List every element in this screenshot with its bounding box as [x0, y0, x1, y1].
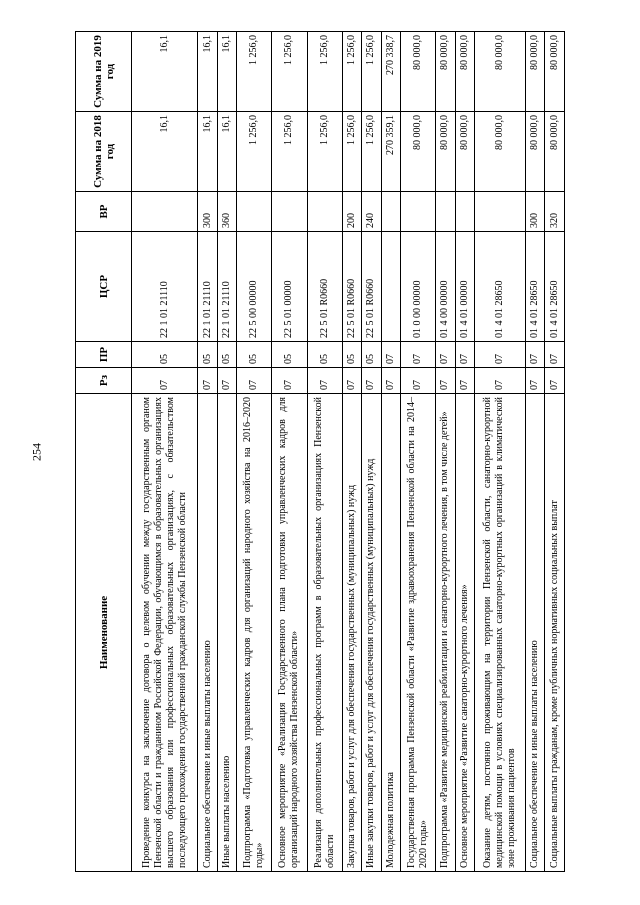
cell-sum-2019: 80 000,0	[525, 32, 545, 112]
cell-csr: 22 1 01 21110	[198, 232, 218, 342]
cell-pr: 05	[272, 342, 307, 368]
table-row	[217, 32, 237, 872]
cell-rz: 07	[545, 368, 565, 394]
cell-sum-2019: 16,1	[132, 32, 198, 112]
table-row	[455, 32, 475, 872]
table-row	[132, 32, 198, 872]
cell-sum-2019: 1 256,0	[342, 32, 362, 112]
table-row	[237, 32, 272, 872]
cell-vr	[307, 192, 342, 232]
cell-sum-2018: 80 000,0	[455, 112, 475, 192]
cell-vr	[381, 192, 401, 232]
cell-csr: 01 4 00 00000	[436, 232, 456, 342]
cell-name: Основное мероприятие «Развитие санаторно-курортного лечения»	[455, 394, 475, 872]
cell-sum-2018: 1 256,0	[362, 112, 382, 192]
cell-pr: 05	[307, 342, 342, 368]
cell-name: Государственная программа Пензенской области «Развитие здравоохранения Пензенской области на 2014–2020 годы»	[401, 394, 436, 872]
column-header-sum-2019: Сумма на 2019 год	[76, 32, 132, 112]
cell-name: Реализация дополнительных профессиональных программ в образовательных организациях Пензенской области	[307, 394, 342, 872]
table-row	[342, 32, 362, 872]
column-header-csr: ЦСР	[76, 232, 132, 342]
cell-sum-2019: 1 256,0	[362, 32, 382, 112]
cell-pr: 05	[198, 342, 218, 368]
cell-rz: 07	[455, 368, 475, 394]
cell-sum-2018: 80 000,0	[475, 112, 526, 192]
cell-sum-2018: 16,1	[132, 112, 198, 192]
cell-sum-2019: 80 000,0	[475, 32, 526, 112]
table-row	[198, 32, 218, 872]
cell-pr: 05	[342, 342, 362, 368]
cell-csr: 22 1 01 21110	[132, 232, 198, 342]
cell-sum-2018: 80 000,0	[545, 112, 565, 192]
cell-csr: 22 5 01 R0660	[362, 232, 382, 342]
cell-sum-2019: 80 000,0	[455, 32, 475, 112]
page-number: 254	[29, 443, 44, 461]
cell-sum-2019: 1 256,0	[307, 32, 342, 112]
cell-name: Подпрограмма «Развитие медицинской реабилитации и санаторно-курортного лечения, в том числе детей»	[436, 394, 456, 872]
table-row	[381, 32, 401, 872]
cell-csr: 01 4 01 28650	[545, 232, 565, 342]
cell-vr	[132, 192, 198, 232]
cell-pr: 05	[362, 342, 382, 368]
cell-pr: 07	[545, 342, 565, 368]
cell-name: Социальное обеспечение и иные выплаты населению	[525, 394, 545, 872]
cell-pr: 05	[132, 342, 198, 368]
cell-vr: 300	[525, 192, 545, 232]
rotated-page-content	[75, 32, 565, 872]
cell-pr: 07	[475, 342, 526, 368]
cell-vr: 320	[545, 192, 565, 232]
cell-pr: 05	[237, 342, 272, 368]
cell-sum-2018: 80 000,0	[525, 112, 545, 192]
cell-vr	[237, 192, 272, 232]
cell-sum-2018: 270 359,1	[381, 112, 401, 192]
cell-sum-2019: 16,1	[198, 32, 218, 112]
table-row	[545, 32, 565, 872]
cell-vr	[455, 192, 475, 232]
cell-name: Социальное обеспечение и иные выплаты населению	[198, 394, 218, 872]
cell-sum-2018: 16,1	[217, 112, 237, 192]
cell-vr	[475, 192, 526, 232]
column-header-sum-2018: Сумма на 2018 год	[76, 112, 132, 192]
cell-name: Иные закупки товаров, работ и услуг для обеспечения государственных (муниципальных) нужд	[362, 394, 382, 872]
cell-name: Социальные выплаты гражданам, кроме публичных нормативных социальных выплат	[545, 394, 565, 872]
table-row	[525, 32, 545, 872]
cell-vr	[401, 192, 436, 232]
cell-sum-2019: 1 256,0	[237, 32, 272, 112]
table-row	[307, 32, 342, 872]
cell-sum-2018: 1 256,0	[342, 112, 362, 192]
column-header-name: Наименование	[76, 394, 132, 872]
table-row	[272, 32, 307, 872]
column-header-rz: Рз	[76, 368, 132, 394]
cell-csr: 22 5 01 R0660	[342, 232, 362, 342]
cell-name: Молодежная политика	[381, 394, 401, 872]
cell-vr	[272, 192, 307, 232]
cell-sum-2019: 80 000,0	[436, 32, 456, 112]
cell-csr: 22 5 01 00000	[272, 232, 307, 342]
column-header-vr: ВР	[76, 192, 132, 232]
cell-sum-2019: 80 000,0	[401, 32, 436, 112]
cell-sum-2019: 16,1	[217, 32, 237, 112]
cell-rz: 07	[237, 368, 272, 394]
cell-pr: 07	[401, 342, 436, 368]
cell-pr: 05	[217, 342, 237, 368]
table-row	[475, 32, 526, 872]
cell-csr	[381, 232, 401, 342]
cell-sum-2018: 1 256,0	[307, 112, 342, 192]
cell-rz: 07	[362, 368, 382, 394]
cell-csr: 01 4 01 00000	[455, 232, 475, 342]
cell-csr: 01 4 01 28650	[475, 232, 526, 342]
cell-rz: 07	[132, 368, 198, 394]
cell-rz: 07	[342, 368, 362, 394]
cell-csr: 22 5 00 00000	[237, 232, 272, 342]
cell-rz: 07	[272, 368, 307, 394]
cell-vr: 300	[198, 192, 218, 232]
cell-name: Проведение конкурса на заключение договора о целевом обучении между государственным органом Пензенской области и гражданином Российской Федерации, обучающимся в образовательных организациях высшего образования или профессиональных образовательных организациях, с обязательством последующего прохождения государственной гражданской службы Пензенской области	[132, 394, 198, 872]
table-row	[436, 32, 456, 872]
cell-name: Иные выплаты населению	[217, 394, 237, 872]
table-row	[401, 32, 436, 872]
cell-name: Оказание детям, постоянно проживающим на территории Пензенской области, санаторно-курортной медицинской помощи в условиях специализированных санаторно-курортных организаций в климатической зоне проживания пациентов	[475, 394, 526, 872]
cell-csr: 01 4 01 28650	[525, 232, 545, 342]
cell-rz: 07	[475, 368, 526, 394]
cell-vr: 240	[362, 192, 382, 232]
cell-pr: 07	[525, 342, 545, 368]
cell-rz: 07	[217, 368, 237, 394]
cell-pr: 07	[381, 342, 401, 368]
cell-rz: 07	[307, 368, 342, 394]
cell-pr: 07	[455, 342, 475, 368]
cell-sum-2018: 80 000,0	[401, 112, 436, 192]
column-header-pr: ПР	[76, 342, 132, 368]
cell-name: Подпрограмма «Подготовка управленческих кадров для организаций народного хозяйства на 2016–2020 годы»	[237, 394, 272, 872]
table-header-row	[76, 32, 132, 872]
cell-csr: 22 5 01 R0660	[307, 232, 342, 342]
cell-csr: 22 1 01 21110	[217, 232, 237, 342]
cell-name: Основное мероприятие «Реализация Государственного плана подготовки управленческих кадров для организаций народного хозяйства Пензенской области»	[272, 394, 307, 872]
cell-vr: 360	[217, 192, 237, 232]
cell-sum-2018: 80 000,0	[436, 112, 456, 192]
cell-csr: 01 0 00 00000	[401, 232, 436, 342]
cell-sum-2019: 80 000,0	[545, 32, 565, 112]
cell-sum-2018: 1 256,0	[272, 112, 307, 192]
cell-rz: 07	[525, 368, 545, 394]
cell-name: Закупка товаров, работ и услуг для обеспечения государственных (муниципальных) нужд	[342, 394, 362, 872]
cell-rz: 07	[401, 368, 436, 394]
cell-vr	[436, 192, 456, 232]
table-body	[132, 32, 565, 872]
cell-vr: 200	[342, 192, 362, 232]
cell-rz: 07	[198, 368, 218, 394]
budget-table	[75, 31, 565, 872]
cell-sum-2018: 16,1	[198, 112, 218, 192]
cell-sum-2019: 1 256,0	[272, 32, 307, 112]
cell-rz: 07	[381, 368, 401, 394]
cell-pr: 07	[436, 342, 456, 368]
cell-rz: 07	[436, 368, 456, 394]
cell-sum-2019: 270 338,7	[381, 32, 401, 112]
cell-sum-2018: 1 256,0	[237, 112, 272, 192]
table-row	[362, 32, 382, 872]
